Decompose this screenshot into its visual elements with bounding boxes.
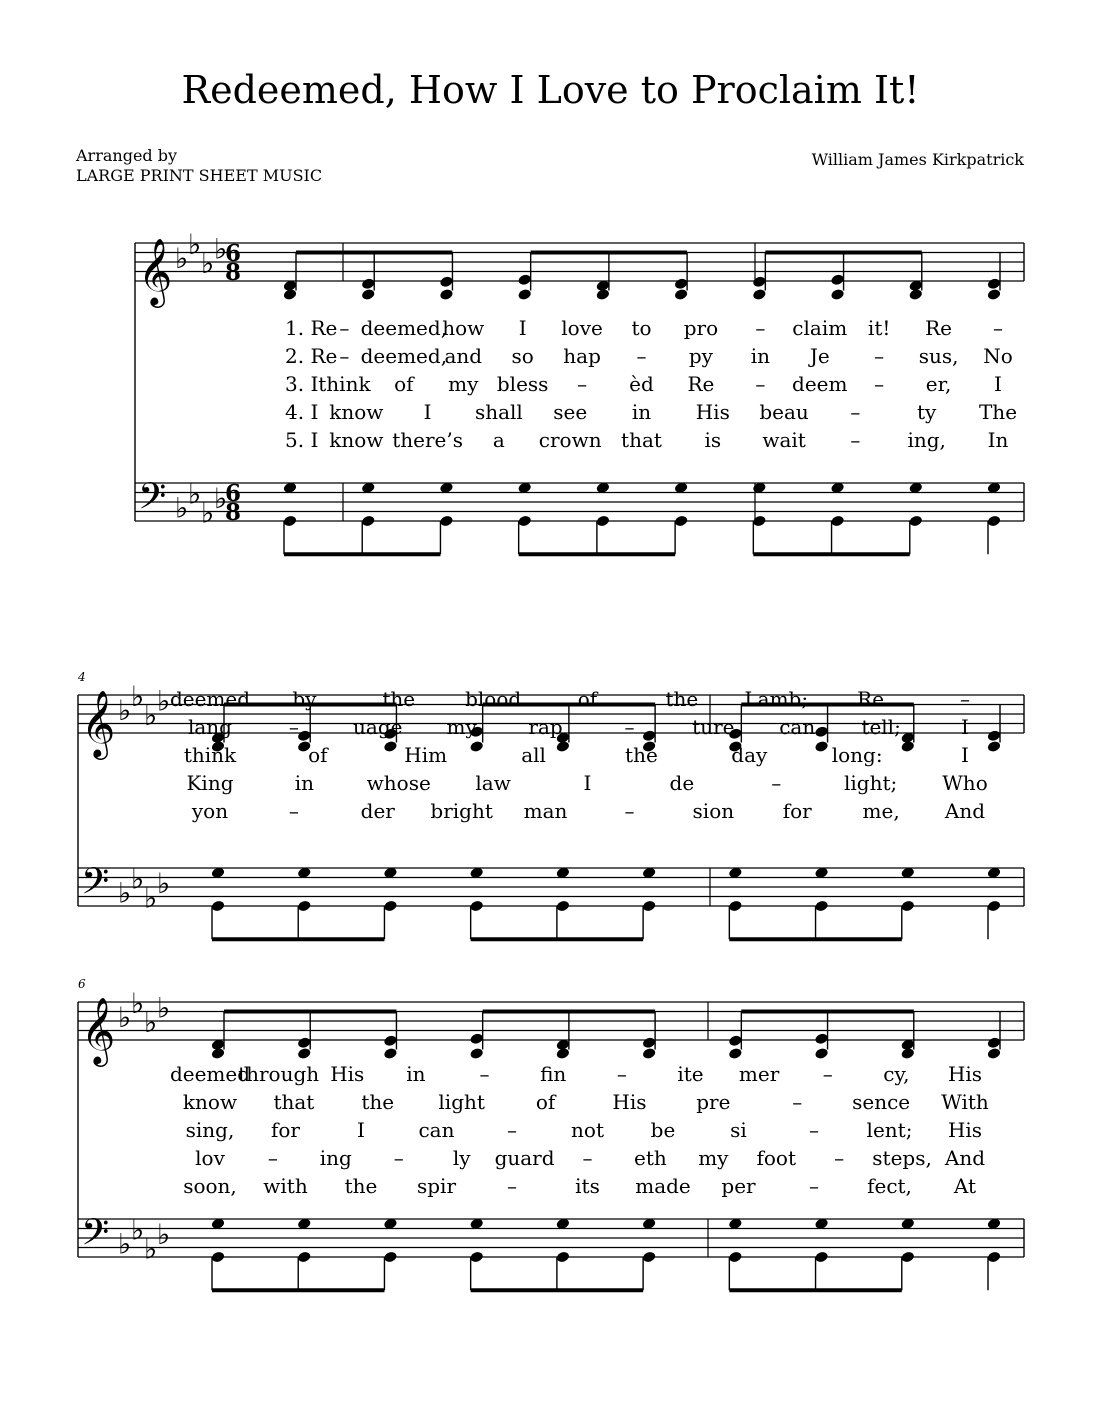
key-flat: ♭ bbox=[214, 482, 228, 515]
lyric-syllable: a bbox=[492, 428, 505, 452]
treble-clef: 𝄞 bbox=[138, 237, 173, 305]
lyric-syllable: steps, bbox=[872, 1146, 932, 1170]
lyric-syllable: it! bbox=[867, 316, 891, 340]
key-flat: ♭ bbox=[131, 1213, 145, 1247]
lyric-syllable: my bbox=[448, 372, 479, 396]
key-flat: ♭ bbox=[214, 232, 228, 266]
lyric-syllable: love bbox=[561, 316, 603, 340]
key-flat: ♭ bbox=[144, 881, 158, 915]
lyrics-system-2 bbox=[170, 687, 988, 823]
lyric-syllable: by bbox=[292, 687, 317, 711]
note-head bbox=[555, 740, 570, 753]
lyric-syllable: whose bbox=[366, 771, 431, 795]
lyric-hyphen: – bbox=[792, 1090, 803, 1114]
lyric-syllable: per bbox=[721, 1174, 756, 1198]
note-head bbox=[517, 273, 532, 286]
lyric-syllable: the bbox=[665, 687, 699, 711]
lyric-syllable: bright bbox=[430, 799, 493, 823]
lyric-syllable: der bbox=[360, 799, 395, 823]
lyric-hyphen: – bbox=[755, 316, 766, 340]
lyric-syllable: Je bbox=[809, 344, 830, 368]
lyric-syllable: that bbox=[273, 1090, 315, 1114]
lyric-syllable: pro bbox=[683, 316, 719, 340]
note-head bbox=[383, 740, 398, 753]
key-flat: ♭ bbox=[201, 496, 215, 530]
lyric-hyphen: – bbox=[616, 1062, 627, 1086]
note-head bbox=[900, 740, 915, 753]
lyric-syllable: of bbox=[308, 743, 328, 767]
lyric-syllable: how bbox=[442, 316, 485, 340]
lyric-syllable: lang bbox=[187, 715, 233, 739]
lyric-syllable: in bbox=[406, 1062, 426, 1086]
lyric-syllable: and bbox=[444, 344, 483, 368]
key-flat: ♭ bbox=[157, 867, 171, 900]
lyric-syllable: 4. I bbox=[285, 400, 319, 424]
staff-bass-2 bbox=[78, 861, 1024, 915]
key-flat: ♭ bbox=[175, 242, 189, 275]
lyric-syllable: I bbox=[961, 715, 969, 739]
lyric-hyphen: – bbox=[850, 400, 861, 424]
key-flat: ♭ bbox=[131, 862, 145, 896]
note-head bbox=[752, 288, 767, 301]
lyric-hyphen: – bbox=[507, 1118, 517, 1142]
lyric-hyphen: – bbox=[809, 1174, 819, 1198]
note-head bbox=[830, 273, 845, 286]
lyrics-system-1 bbox=[285, 316, 1017, 452]
note-head bbox=[987, 288, 1002, 301]
note-head bbox=[211, 1047, 226, 1060]
note-head bbox=[642, 729, 657, 742]
lyric-syllable: day bbox=[731, 743, 768, 767]
lyric-syllable: uage bbox=[353, 715, 403, 739]
lyric-syllable: The bbox=[978, 400, 1018, 424]
key-flat: ♭ bbox=[188, 477, 202, 511]
lyric-syllable: so bbox=[511, 344, 534, 368]
note-head bbox=[555, 1047, 570, 1060]
key-flat: ♭ bbox=[118, 694, 132, 727]
lyric-syllable: Lamb; bbox=[744, 687, 809, 711]
lyric-hyphen: – bbox=[339, 344, 350, 368]
lyric-syllable: its bbox=[575, 1174, 600, 1198]
lyric-syllable: yon bbox=[191, 799, 229, 823]
note-head bbox=[595, 288, 610, 301]
note-head bbox=[987, 1036, 1002, 1049]
lyric-syllable: ing, bbox=[907, 428, 946, 452]
arranger-name: LARGE PRINT SHEET MUSIC bbox=[76, 166, 323, 185]
note-head bbox=[439, 275, 454, 288]
lyric-hyphen: – bbox=[822, 1062, 833, 1086]
lyric-syllable: guard bbox=[494, 1146, 555, 1170]
lyric-syllable: think bbox=[318, 372, 371, 396]
lyric-syllable: hap bbox=[563, 344, 601, 368]
key-flat: ♭ bbox=[118, 1001, 132, 1034]
staff-bass-3 bbox=[78, 1212, 1024, 1266]
lyric-syllable: the bbox=[625, 743, 658, 767]
key-flat: ♭ bbox=[131, 986, 145, 1020]
lyric-syllable: of bbox=[535, 1090, 556, 1114]
lyric-syllable: made bbox=[635, 1174, 691, 1198]
note-head bbox=[908, 288, 923, 301]
lyric-syllable: eth bbox=[634, 1146, 667, 1170]
lyric-hyphen: – bbox=[850, 428, 861, 452]
lyric-syllable: ty bbox=[917, 400, 937, 424]
lyric-hyphen: – bbox=[267, 1146, 278, 1170]
note-head bbox=[383, 1047, 398, 1060]
note-head bbox=[987, 277, 1002, 290]
lyric-syllable: in bbox=[294, 771, 315, 795]
lyric-syllable: crown bbox=[538, 428, 602, 452]
lyric-syllable: And bbox=[944, 799, 986, 823]
note-head bbox=[361, 277, 376, 290]
system-3 bbox=[78, 977, 1001, 1290]
note-head bbox=[830, 288, 845, 301]
lyric-syllable: of bbox=[577, 687, 598, 711]
lyric-syllable: deemed bbox=[169, 1062, 251, 1086]
lyric-syllable: fin bbox=[540, 1062, 567, 1086]
lyric-syllable: sion bbox=[692, 799, 735, 823]
lyric-syllable: Re bbox=[925, 316, 953, 340]
system-1 bbox=[135, 243, 1017, 554]
bass-clef: 𝄢 bbox=[81, 860, 110, 912]
lyric-syllable: is bbox=[704, 428, 722, 452]
lyric-syllable: know bbox=[329, 400, 384, 424]
lyric-syllable: Re bbox=[687, 372, 715, 396]
lyric-hyphen: – bbox=[636, 344, 647, 368]
lyric-syllable: ite bbox=[677, 1062, 704, 1086]
lyric-hyphen: – bbox=[393, 1146, 404, 1170]
lyric-syllable: through bbox=[238, 1062, 320, 1086]
lyric-hyphen: – bbox=[755, 372, 766, 396]
lyric-syllable: rap bbox=[528, 715, 563, 739]
note-head bbox=[728, 1034, 743, 1047]
lyric-hyphen: – bbox=[288, 799, 299, 823]
key-flat: ♭ bbox=[157, 684, 171, 718]
lyric-hyphen: – bbox=[582, 1146, 593, 1170]
treble-notes bbox=[283, 253, 1002, 301]
note-head bbox=[297, 1036, 312, 1049]
lyric-syllable: to bbox=[631, 316, 652, 340]
note-head bbox=[469, 740, 484, 753]
lyric-syllable: deemed bbox=[169, 687, 251, 711]
note-head bbox=[674, 277, 689, 290]
lyric-syllable: ing bbox=[319, 1146, 352, 1170]
lyric-syllable: soon, bbox=[183, 1174, 237, 1198]
lyric-syllable: sing, bbox=[185, 1118, 235, 1142]
lyric-syllable: me, bbox=[862, 799, 900, 823]
lyric-hyphen: – bbox=[577, 372, 588, 396]
lyric-syllable: mer bbox=[738, 1062, 780, 1086]
lyric-syllable: man bbox=[523, 799, 568, 823]
note-head bbox=[900, 1047, 915, 1060]
lyric-syllable: er, bbox=[925, 372, 952, 396]
lyric-syllable: I bbox=[518, 316, 527, 340]
lyric-syllable: wait bbox=[762, 428, 806, 452]
lyric-syllable: Him bbox=[404, 743, 448, 767]
lyric-syllable: be bbox=[650, 1118, 676, 1142]
note-head bbox=[987, 1047, 1002, 1060]
treble-clef: 𝄞 bbox=[81, 996, 116, 1064]
lyric-syllable: the bbox=[382, 687, 416, 711]
key-flat: ♭ bbox=[175, 491, 189, 525]
note-head bbox=[383, 1034, 398, 1047]
key-flat: ♭ bbox=[118, 1227, 132, 1261]
lyric-syllable: can bbox=[418, 1118, 455, 1142]
lyric-syllable: deem bbox=[792, 372, 848, 396]
key-flat: ♭ bbox=[201, 246, 215, 280]
lyric-syllable: for bbox=[270, 1118, 301, 1142]
lyric-syllable: I bbox=[961, 743, 969, 767]
lyric-syllable: In bbox=[987, 428, 1009, 452]
lyric-hyphen: – bbox=[288, 715, 299, 739]
lyric-syllable: the bbox=[344, 1174, 378, 1198]
lyric-syllable: not bbox=[571, 1118, 604, 1142]
lyric-syllable: that bbox=[621, 428, 662, 452]
lyrics-system-3 bbox=[170, 1062, 989, 1198]
lyric-syllable: 5. I bbox=[285, 428, 319, 452]
lyric-syllable: cy, bbox=[883, 1062, 910, 1086]
lyric-syllable: lov bbox=[195, 1146, 225, 1170]
note-head bbox=[439, 288, 454, 301]
lyric-syllable: know bbox=[329, 428, 384, 452]
note-head bbox=[297, 729, 312, 742]
lyric-syllable: light bbox=[438, 1090, 485, 1114]
lyric-syllable: py bbox=[688, 344, 713, 368]
time-sig-top: 6 bbox=[224, 240, 242, 267]
staff-treble-1 bbox=[135, 228, 1024, 308]
time-sig-top: 6 bbox=[224, 480, 242, 507]
note-head bbox=[469, 1047, 484, 1060]
arranger-label: Arranged by bbox=[76, 146, 178, 165]
lyric-syllable: bless bbox=[496, 372, 549, 396]
lyric-syllable: foot bbox=[756, 1146, 797, 1170]
lyric-syllable: I bbox=[583, 771, 592, 795]
lyric-syllable: His bbox=[947, 1118, 983, 1142]
lyric-syllable: long: bbox=[831, 743, 883, 767]
lyric-syllable: Re bbox=[857, 687, 885, 711]
lyric-hyphen: – bbox=[809, 1118, 819, 1142]
lyric-hyphen: – bbox=[624, 715, 635, 739]
note-head bbox=[297, 1047, 312, 1060]
measure-number: 6 bbox=[78, 977, 86, 991]
note-head bbox=[752, 275, 767, 288]
lyric-syllable: sence bbox=[852, 1090, 911, 1114]
note-head bbox=[469, 1032, 484, 1045]
note-head bbox=[517, 288, 532, 301]
treble-notes bbox=[211, 1012, 1002, 1060]
lyric-hyphen: – bbox=[479, 1062, 490, 1086]
lyric-syllable: beau bbox=[759, 400, 809, 424]
lyric-syllable: èd bbox=[629, 372, 654, 396]
lyric-syllable: all bbox=[521, 743, 546, 767]
lyric-syllable: His bbox=[330, 1062, 365, 1086]
lyric-syllable: At bbox=[953, 1174, 977, 1198]
note-head bbox=[814, 1047, 829, 1060]
lyric-hyphen: – bbox=[834, 1146, 845, 1170]
lyric-syllable: for bbox=[782, 799, 812, 823]
note-head bbox=[642, 1036, 657, 1049]
system-2 bbox=[77, 670, 1001, 939]
note-head bbox=[987, 740, 1002, 753]
note-head bbox=[674, 288, 689, 301]
key-flat: ♭ bbox=[157, 991, 171, 1025]
lyric-syllable: in bbox=[750, 344, 770, 368]
key-flat: ♭ bbox=[188, 227, 202, 261]
lyric-syllable: lent; bbox=[866, 1118, 913, 1142]
lyric-syllable: No bbox=[983, 344, 1013, 368]
note-head bbox=[283, 288, 298, 301]
lyric-hyphen: – bbox=[960, 687, 970, 711]
note-head bbox=[987, 729, 1002, 742]
lyric-syllable: pre bbox=[696, 1090, 731, 1114]
key-flat: ♭ bbox=[118, 876, 132, 910]
composer-credit: William James Kirkpatrick bbox=[811, 150, 1024, 169]
lyric-syllable: in bbox=[631, 400, 652, 424]
lyric-syllable: can bbox=[779, 715, 816, 739]
lyric-syllable: my bbox=[446, 715, 477, 739]
lyric-syllable: de bbox=[669, 771, 695, 795]
lyric-syllable: His bbox=[695, 400, 730, 424]
lyric-syllable: King bbox=[186, 771, 234, 795]
lyric-syllable: ture bbox=[692, 715, 735, 739]
lyric-syllable: His bbox=[612, 1090, 647, 1114]
bass-clef: 𝄢 bbox=[138, 475, 167, 527]
note-head bbox=[814, 725, 829, 738]
key-flat: ♭ bbox=[131, 679, 145, 713]
note-head bbox=[642, 1047, 657, 1060]
lyric-syllable: tell; bbox=[861, 715, 901, 739]
lyric-syllable: see bbox=[553, 400, 588, 424]
lyric-syllable: the bbox=[361, 1090, 395, 1114]
lyric-syllable: I bbox=[994, 372, 1002, 396]
lyric-hyphen: – bbox=[771, 771, 782, 795]
lyric-syllable: I bbox=[357, 1118, 365, 1142]
note-head bbox=[814, 740, 829, 753]
treble-clef: 𝄞 bbox=[81, 689, 116, 757]
time-sig-bottom: 8 bbox=[224, 259, 242, 286]
lyric-syllable: think bbox=[183, 743, 237, 767]
lyric-syllable: sus, bbox=[918, 344, 959, 368]
lyric-syllable: fect, bbox=[867, 1174, 912, 1198]
lyric-syllable: ly bbox=[452, 1146, 471, 1170]
lyric-hyphen: – bbox=[339, 316, 350, 340]
lyric-syllable: With bbox=[941, 1090, 989, 1114]
song-title: Redeemed, How I Love to Proclaim It! bbox=[181, 68, 920, 112]
lyric-syllable: law bbox=[475, 771, 511, 795]
lyric-syllable: deemed, bbox=[360, 344, 448, 368]
lyric-syllable: 2. Re bbox=[285, 344, 338, 368]
lyric-syllable: His bbox=[947, 1062, 983, 1086]
lyric-syllable: know bbox=[182, 1090, 238, 1114]
lyric-hyphen: – bbox=[624, 799, 635, 823]
lyric-syllable: there’s bbox=[392, 428, 463, 452]
lyric-syllable: spir bbox=[416, 1174, 457, 1198]
bass-clef: 𝄢 bbox=[81, 1211, 110, 1263]
key-flat: ♭ bbox=[144, 1232, 158, 1266]
lyric-syllable: Who bbox=[942, 771, 988, 795]
lyric-syllable: 3. I bbox=[285, 372, 319, 396]
lyric-syllable: 1. Re bbox=[285, 316, 338, 340]
lyric-syllable: light; bbox=[843, 771, 898, 795]
key-flat: ♭ bbox=[144, 698, 158, 732]
note-head bbox=[361, 288, 376, 301]
note-head bbox=[814, 1032, 829, 1045]
lyric-syllable: shall bbox=[474, 400, 523, 424]
lyric-syllable: I bbox=[423, 400, 432, 424]
lyric-hyphen: – bbox=[874, 344, 885, 368]
lyric-syllable: claim bbox=[792, 316, 848, 340]
lyric-hyphen: – bbox=[993, 316, 1003, 340]
lyric-hyphen: – bbox=[507, 1174, 517, 1198]
lyric-syllable: si bbox=[730, 1118, 747, 1142]
key-flat: ♭ bbox=[144, 1005, 158, 1039]
note-head bbox=[728, 1047, 743, 1060]
lyric-syllable: of bbox=[394, 372, 414, 396]
lyric-syllable: blood bbox=[465, 687, 522, 711]
measure-number: 4 bbox=[78, 670, 86, 684]
time-sig-bottom: 8 bbox=[224, 499, 242, 526]
lyric-syllable: my bbox=[698, 1146, 729, 1170]
lyric-syllable: deemed, bbox=[360, 316, 448, 340]
staff-bass-1 bbox=[135, 476, 1024, 530]
lyric-syllable: with bbox=[263, 1174, 308, 1198]
lyric-syllable: And bbox=[944, 1146, 986, 1170]
lyric-hyphen: – bbox=[874, 372, 885, 396]
key-flat: ♭ bbox=[157, 1218, 171, 1251]
